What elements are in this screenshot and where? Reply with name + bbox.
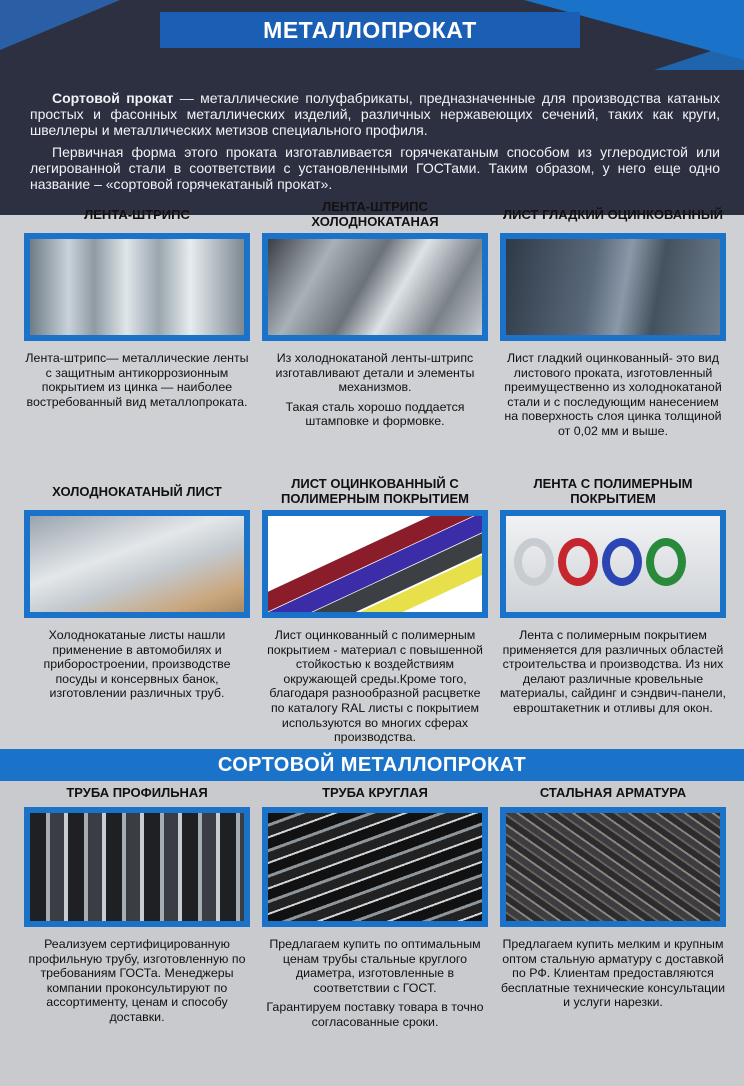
card-description-paragraph: Лист гладкий оцинкованный- это вид листового проката, изготовленный преимущественно из холоднокатаной стали и с последующим нанесением на поверхность слоя цинка толщиной от 0,02 мм и выше. — [504, 351, 722, 438]
card-description — [24, 618, 250, 701]
card-lenta-shtrips-cold — [262, 195, 488, 429]
card-description-paragraph: Лента с полимерным покрытием применяется для различных областей строительства и производства. Из них делают различные кровельные материалы, сайдинг и сэндвич-панели, евроштакетник и отливы для окон. — [500, 628, 726, 715]
card-title: ЛЕНТА С ПОЛИМЕРНЫМ ПОКРЫТИЕМ — [533, 476, 693, 506]
card-description-paragraph: Холоднокатаные листы нашли применение в автомобилях и приборостроении, производстве посуды и консервных банок, изготовлении различных труб. — [43, 628, 231, 701]
card-title: ЛЕНТА-ШТРИПС — [84, 206, 190, 222]
card-description-paragraph: Лист оцинкованный с полимерным покрытием - материал с повышенной стойкостью к воздействиям окружающей среды.Кроме того, благодаря разнообразной расцветке по каталогу RAL листы с покрытием используются во многих сферах производства. — [267, 628, 483, 745]
round-pipes-image — [262, 807, 488, 927]
card-description — [262, 927, 488, 1030]
card-description — [500, 618, 726, 716]
cold-rolled-sheet-image — [24, 510, 250, 618]
card-title: ЛЕНТА-ШТРИПС ХОЛОДНОКАТАНАЯ — [311, 199, 439, 229]
card-description-paragraph: Такая сталь хорошо поддается штамповке и формовке. — [285, 399, 465, 429]
card-profile-pipe — [24, 777, 250, 1025]
card-description-paragraph: Из холоднокатаной ленты-штрипс изготавливают детали и элементы механизмов. — [275, 351, 475, 395]
card-description-paragraph: Реализуем сертифицированную профильную трубу, изготовленную по требованиям ГОСТа. Менеджеры компании проконсультируют по ассортименту, ценам и способу доставки. — [28, 937, 246, 1024]
intro-paragraph-1 — [30, 90, 720, 138]
card-round-pipe — [262, 777, 488, 1030]
silver-coil-shape — [514, 538, 554, 586]
card-description — [500, 927, 726, 1010]
cold-rolled-strip-image — [262, 233, 488, 341]
card-title: ХОЛОДНОКАТАНЫЙ ЛИСТ — [52, 483, 222, 499]
red-coil-shape — [558, 538, 598, 586]
card-description-paragraph: Предлагаем купить по оптимальным ценам трубы стальные круглого диаметра, изготовленные в соответствии с ГОСТ. — [269, 937, 481, 995]
intro-paragraph-2: Первичная форма этого проката изготавливается горячекатаным способом из углеродистой или легированной стали в соответствии с установленными ГОСТами. Таким образом, у него еще одно название – «сортовой горячекатаный прокат». — [30, 144, 720, 192]
card-description-paragraph: Предлагаем купить мелким и крупным оптом стальную арматуру с доставкой по РФ. Клиентам предоставляются бесплатные технические консультации и услуги нарезки. — [500, 937, 726, 1010]
page-title: МЕТАЛЛОПРОКАТ — [160, 12, 580, 48]
section-title: СОРТОВОЙ МЕТАЛЛОПРОКАТ — [0, 749, 744, 781]
intro-text — [30, 90, 720, 198]
polymer-coated-sheets-image — [262, 510, 488, 618]
polymer-coated-coils-image — [500, 510, 726, 618]
card-cold-sheet — [24, 472, 250, 701]
galvanized-strip-coil-image — [24, 233, 250, 341]
decor-triangle-top-left — [0, 0, 120, 50]
card-description — [262, 618, 488, 745]
card-title: ТРУБА КРУГЛАЯ — [322, 784, 428, 800]
card-title: СТАЛЬНАЯ АРМАТУРА — [539, 784, 687, 800]
card-description — [500, 341, 726, 439]
card-polymer-strip — [500, 472, 726, 716]
blue-coil-shape — [602, 538, 642, 586]
card-title: ТРУБА ПРОФИЛЬНАЯ — [66, 784, 208, 800]
card-lenta-shtrips — [24, 195, 250, 409]
intro-term: Сортовой прокат — [52, 90, 174, 106]
rebar-image — [500, 807, 726, 927]
card-polymer-sheet — [262, 472, 488, 745]
decor-triangle-right — [654, 40, 744, 70]
card-description — [24, 927, 250, 1025]
card-list-gladkiy — [500, 195, 726, 439]
card-description-paragraph: Лента-штрипс— металлические ленты с защитным антикоррозионным покрытием из цинка — наиболее востребованный вид металлопроката. — [25, 351, 249, 409]
card-description — [262, 341, 488, 429]
card-title: ЛИСТ ОЦИНКОВАННЫЙ С ПОЛИМЕРНЫМ ПОКРЫТИЕМ — [281, 476, 469, 506]
profile-pipes-image — [24, 807, 250, 927]
card-rebar — [500, 777, 726, 1010]
intro-definition: — металлические полуфабрикаты, предназначенные для производства катаных простых и фасонных металлических изделий, различных нержавеющих сечений, таких как круги, швеллеры и металлических метизов специального профиля. — [30, 90, 720, 138]
card-description — [24, 341, 250, 409]
galvanized-sheet-image — [500, 233, 726, 341]
green-coil-shape — [646, 538, 686, 586]
card-title: ЛИСТ ГЛАДКИЙ ОЦИНКОВАННЫЙ — [503, 206, 723, 222]
card-description-paragraph: Гарантируем поставку товара в точно согласованные сроки. — [266, 1000, 484, 1029]
